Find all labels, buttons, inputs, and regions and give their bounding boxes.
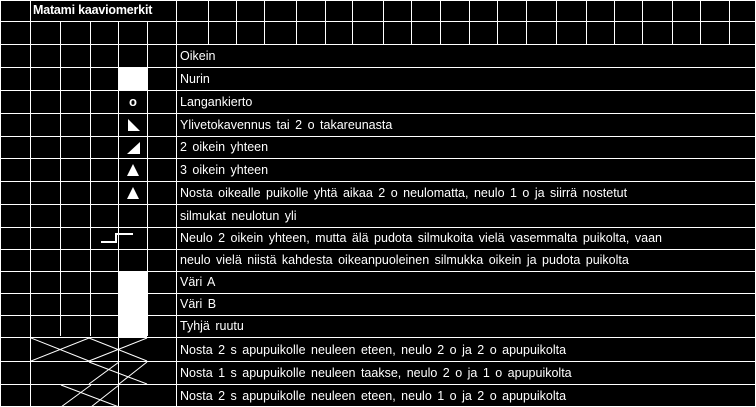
legend-knit: Oikein	[180, 49, 216, 63]
legend-k2tog-no-drop-line2: neulo vielä niistä kahdesta oikeanpuoleinen silmukka oikein ja pudota puikolta	[180, 253, 629, 267]
legend-sk2p-line2: silmukat neulotun yli	[180, 209, 297, 223]
color-b-block	[119, 272, 147, 337]
legend-cable-3: Nosta 2 s apupuikolle neuleen eteen, neulo 1 o ja 2 o apupuikolta	[180, 389, 567, 403]
legend-purl: Nurin	[180, 72, 210, 86]
ssk-decrease-icon	[119, 114, 147, 136]
yarn-over-symbol: o	[129, 94, 137, 109]
k3tog-icon	[119, 159, 147, 181]
k2tog-icon	[119, 137, 147, 159]
legend-cable-2: Nosta 1 s apupuikolle neuleen taakse, neulo 2 o ja 1 o apupuikolta	[180, 366, 572, 380]
legend-empty: Tyhjä ruutu	[180, 319, 244, 333]
purl-symbol	[119, 68, 147, 90]
cable-cross-symbols	[31, 338, 177, 407]
chart-title: Matami kaaviomerkit	[33, 3, 153, 17]
legend-cable-1: Nosta 2 s apupuikolle neuleen eteen, neulo 2 o ja 2 o apupuikolta	[180, 343, 567, 357]
k2tog-no-drop-icon	[91, 228, 147, 249]
legend-color-b: Väri B	[180, 297, 217, 311]
legend-color-a: Väri A	[180, 275, 216, 289]
legend-sk2p-line1: Nosta oikealle puikolle yhtä aikaa 2 o neulomatta, neulo 1 o ja siirrä nostetut	[180, 186, 628, 200]
legend-yarn-over: Langankierto	[180, 95, 253, 109]
sk2p-icon	[119, 182, 147, 204]
legend-k2tog: 2 oikein yhteen	[180, 140, 269, 154]
legend-k3tog: 3 oikein yhteen	[180, 163, 269, 177]
legend-k2tog-no-drop-line1: Neulo 2 oikein yhteen, mutta älä pudota silmukoita vielä vasemmalta puikolta, vaan	[180, 231, 662, 245]
legend-ssk: Ylivetokavennus tai 2 o takareunasta	[180, 118, 393, 132]
